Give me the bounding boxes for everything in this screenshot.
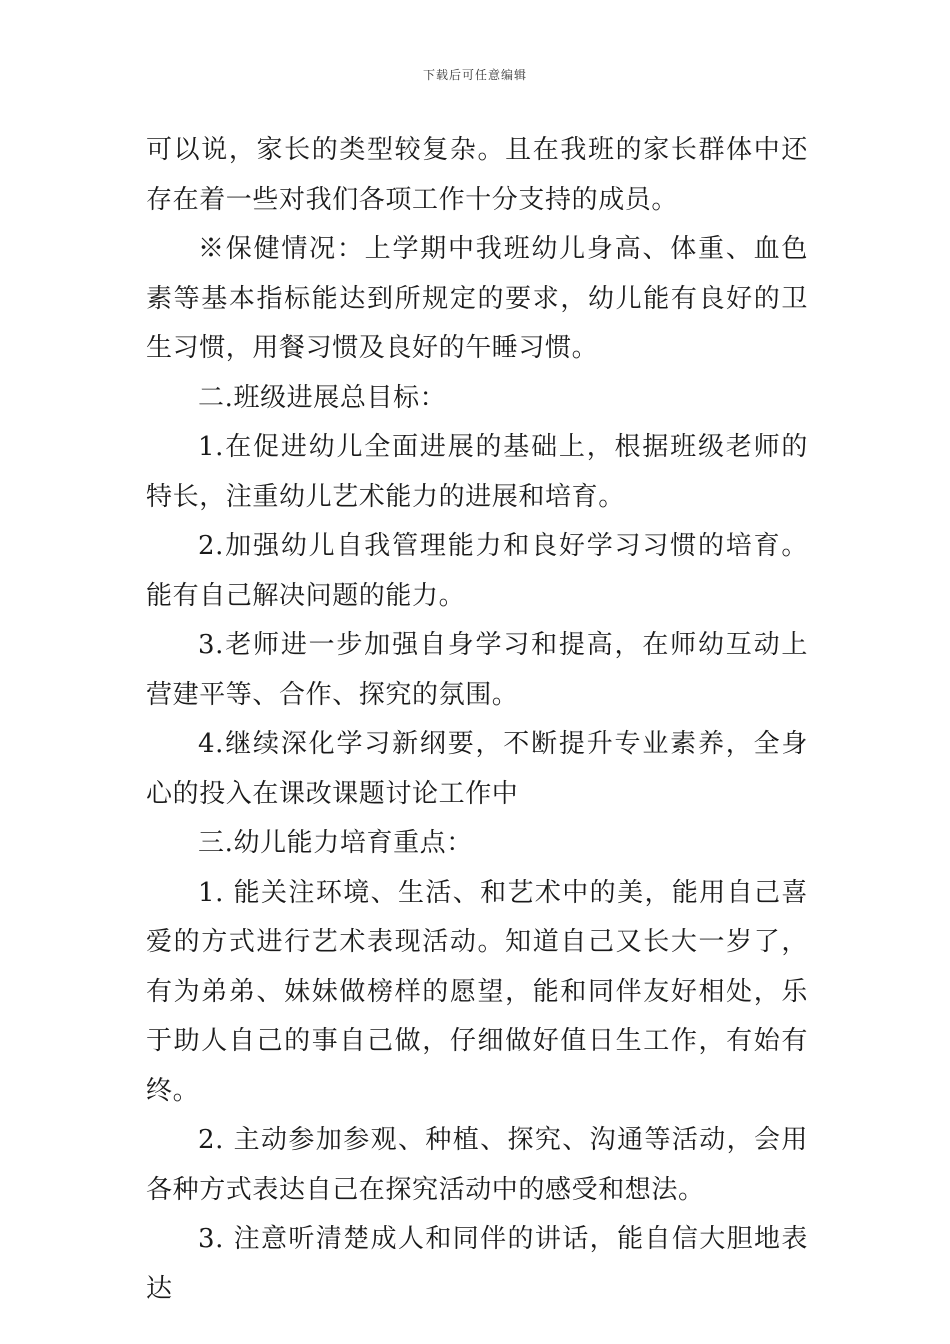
list-item: 3. 注意听清楚成人和同伴的讲话，能自信大胆地表达 [146,1224,808,1304]
section-heading: 二.班级进展总目标： [198,382,447,413]
paragraph: ※保健情况：上学期中我班幼儿身高、体重、血色素等基本指标能达到所规定的要求，幼儿能有良好的卫生习惯，用餐习惯及良好的午睡习惯。 [146,234,808,363]
document-body [146,126,808,1314]
section-heading: 三.幼儿能力培育重点： [198,828,473,858]
list-item: 2. 主动参加参观、种植、探究、沟通等活动，会用各种方式表达自己在探究活动中的感受和想法。 [146,1125,808,1205]
paragraph: 可以说，家长的类型较复杂。且在我班的家长群体中还存在着一些对我们各项工作十分支持的成员。 [146,135,808,215]
list-item: 4.继续深化学习新纲要，不断提升专业素养，全身心的投入在课改课题讨论工作中 [146,729,808,809]
list-item: 3.老师进一步加强自身学习和提高，在师幼互动上营建平等、合作、探究的氛围。 [146,630,808,710]
list-item: 1.在促进幼儿全面进展的基础上，根据班级老师的特长，注重幼儿艺术能力的进展和培育。 [146,432,808,512]
list-item: 1. 能关注环境、生活、和艺术中的美，能用自己喜爱的方式进行艺术表现活动。知道自己又长大一岁了，有为弟弟、妹妹做榜样的愿望，能和同伴友好相处，乐于助人自己的事自己做，仔细做好值日生工作，有始有终。 [146,877,808,1106]
page-header: 下载后可任意编辑 [422,68,527,82]
list-item: 2.加强幼儿自我管理能力和良好学习习惯的培育。能有自己解决问题的能力。 [146,531,808,611]
